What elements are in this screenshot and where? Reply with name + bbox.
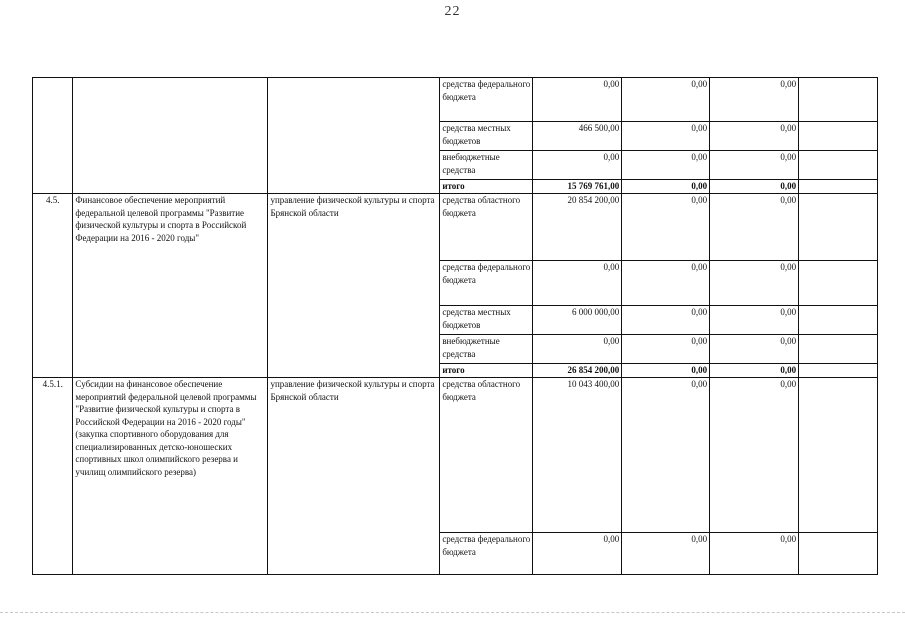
- item-number: [33, 78, 73, 194]
- amount-cell: 466 500,00: [533, 122, 622, 151]
- empty-cell: [799, 180, 878, 194]
- empty-cell: [799, 122, 878, 151]
- amount-cell: 0,00: [533, 335, 622, 364]
- table-row: [33, 378, 878, 533]
- amount-cell: 0,00: [622, 78, 710, 122]
- empty-cell: [799, 194, 878, 261]
- amount-cell: 0,00: [622, 180, 710, 194]
- empty-cell: [799, 151, 878, 180]
- amount-cell: 0,00: [622, 533, 710, 575]
- empty-cell: [799, 378, 878, 533]
- amount-cell: 0,00: [622, 151, 710, 180]
- funding-source: внебюджетные средства: [440, 335, 533, 364]
- amount-cell: 0,00: [622, 378, 710, 533]
- amount-cell: 0,00: [622, 335, 710, 364]
- amount-cell: 0,00: [710, 533, 799, 575]
- amount-cell: 26 854 200,00: [533, 364, 622, 378]
- item-name: Финансовое обеспечение мероприятий федеральной целевой программы "Развитие физической культуры и спорта в Российской Федерации на 2016 - 2020 годы": [73, 194, 268, 378]
- table-row: [33, 194, 878, 261]
- amount-cell: 0,00: [622, 306, 710, 335]
- amount-cell: 15 769 761,00: [533, 180, 622, 194]
- amount-cell: 0,00: [710, 378, 799, 533]
- item-number: 4.5.: [33, 194, 73, 378]
- empty-cell: [799, 335, 878, 364]
- empty-cell: [799, 261, 878, 306]
- amount-cell: 0,00: [622, 122, 710, 151]
- empty-cell: [799, 364, 878, 378]
- amount-cell: 10 043 400,00: [533, 378, 622, 533]
- funding-source: итого: [440, 364, 533, 378]
- empty-cell: [799, 533, 878, 575]
- amount-cell: 0,00: [710, 180, 799, 194]
- funding-source: средства областного бюджета: [440, 378, 533, 533]
- amount-cell: 0,00: [710, 194, 799, 261]
- funding-source: средства местных бюджетов: [440, 122, 533, 151]
- item-name: [73, 78, 268, 194]
- funding-source: итого: [440, 180, 533, 194]
- empty-cell: [799, 306, 878, 335]
- amount-cell: 0,00: [622, 364, 710, 378]
- amount-cell: 0,00: [710, 151, 799, 180]
- item-name: Субсидии на финансовое обеспечение мероприятий федеральной целевой программы "Развитие физической культуры и спорта в Российской Федерации на 2016 - 2020 годы" (закупка спортивного оборудования для специализированных детско-юношеских спортивных школ олимпийского резерва и училищ олимпийского резерва): [73, 378, 268, 575]
- funding-source: средства областного бюджета: [440, 194, 533, 261]
- funding-source: средства федерального бюджета: [440, 78, 533, 122]
- budget-table: [32, 77, 878, 575]
- amount-cell: 20 854 200,00: [533, 194, 622, 261]
- table-row: [33, 78, 878, 122]
- amount-cell: 0,00: [710, 335, 799, 364]
- amount-cell: 0,00: [710, 261, 799, 306]
- amount-cell: 6 000 000,00: [533, 306, 622, 335]
- amount-cell: 0,00: [622, 194, 710, 261]
- item-executor: [268, 78, 440, 194]
- scan-edge: [0, 612, 905, 613]
- funding-source: средства федерального бюджета: [440, 533, 533, 575]
- item-executor: управление физической культуры и спорта Брянской области: [268, 378, 440, 575]
- amount-cell: 0,00: [533, 151, 622, 180]
- amount-cell: 0,00: [710, 364, 799, 378]
- funding-source: средства федерального бюджета: [440, 261, 533, 306]
- amount-cell: 0,00: [533, 261, 622, 306]
- amount-cell: 0,00: [710, 78, 799, 122]
- item-number: 4.5.1.: [33, 378, 73, 575]
- amount-cell: 0,00: [533, 533, 622, 575]
- amount-cell: 0,00: [710, 122, 799, 151]
- amount-cell: 0,00: [533, 78, 622, 122]
- funding-source: внебюджетные средства: [440, 151, 533, 180]
- empty-cell: [799, 78, 878, 122]
- funding-source: средства местных бюджетов: [440, 306, 533, 335]
- page-number: 22: [444, 4, 461, 19]
- item-executor: управление физической культуры и спорта Брянской области: [268, 194, 440, 378]
- amount-cell: 0,00: [710, 306, 799, 335]
- amount-cell: 0,00: [622, 261, 710, 306]
